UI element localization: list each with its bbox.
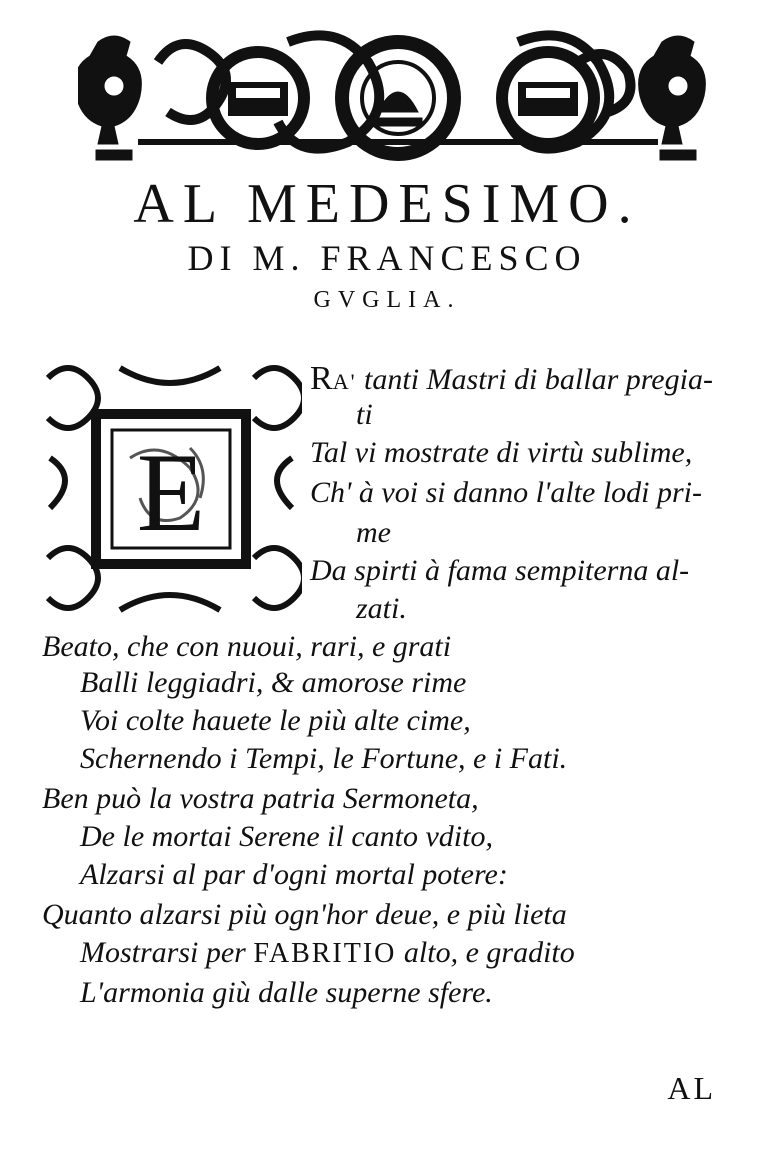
ornamental-headpiece (78, 22, 714, 168)
poem-line: Beato, che con nuoui, rari, e grati (42, 630, 452, 663)
poem-line: De le mortai Serene il canto vdito, (80, 820, 493, 853)
poem-line: Balli leggiadri, & amorose rime (80, 666, 467, 699)
poem-first-capital: R (310, 360, 333, 397)
poem-line: Ben può la vostra patria Sermoneta, (42, 782, 479, 815)
poem-line: Ch' à voi si danno l'alte lodi pri- (310, 476, 702, 509)
poem-line: me (356, 516, 391, 549)
author-name: GVGLIA. (313, 287, 461, 313)
initial-letter: E (136, 431, 206, 555)
poem-line-fabritio (80, 938, 575, 968)
poem-line-fabritio-end: alto, e gradito (396, 936, 575, 969)
poem-line: Tal vi mostrate di virtù sublime, (310, 436, 693, 469)
poem-line: zati. (356, 592, 407, 625)
poem-line-fabritio-name: FABRITIO (253, 938, 397, 969)
poem-line-1 (310, 362, 713, 396)
decorated-initial (40, 358, 302, 620)
initial-frame-ornament (40, 358, 302, 620)
poem-line: Da spirti à fama sempiterna al- (310, 554, 690, 587)
poem-first-capital-suffix: A' (332, 369, 357, 394)
poem-line: Quanto alzarsi più ogn'hor deue, e più lieta (42, 898, 567, 931)
poem-line-last: L'armonia giù dalle superne sfere. (80, 976, 493, 1009)
poem-line: Schernendo i Tempi, le Fortune, e i Fati. (80, 742, 568, 775)
poem-line-1-text: tanti Mastri di ballar pregia- (356, 363, 713, 396)
poem-line: Alzarsi al par d'ogni mortal potere: (80, 858, 508, 891)
poem-line-fabritio-start: Mostrarsi per (80, 936, 254, 969)
catchword: AL (667, 1070, 716, 1106)
poem-line: ti (356, 398, 373, 431)
poem-line: Voi colte hauete le più alte cime, (80, 704, 471, 737)
page-subtitle: DI M. FRANCESCO (187, 238, 587, 278)
page-title: AL MEDESIMO. (133, 173, 641, 235)
